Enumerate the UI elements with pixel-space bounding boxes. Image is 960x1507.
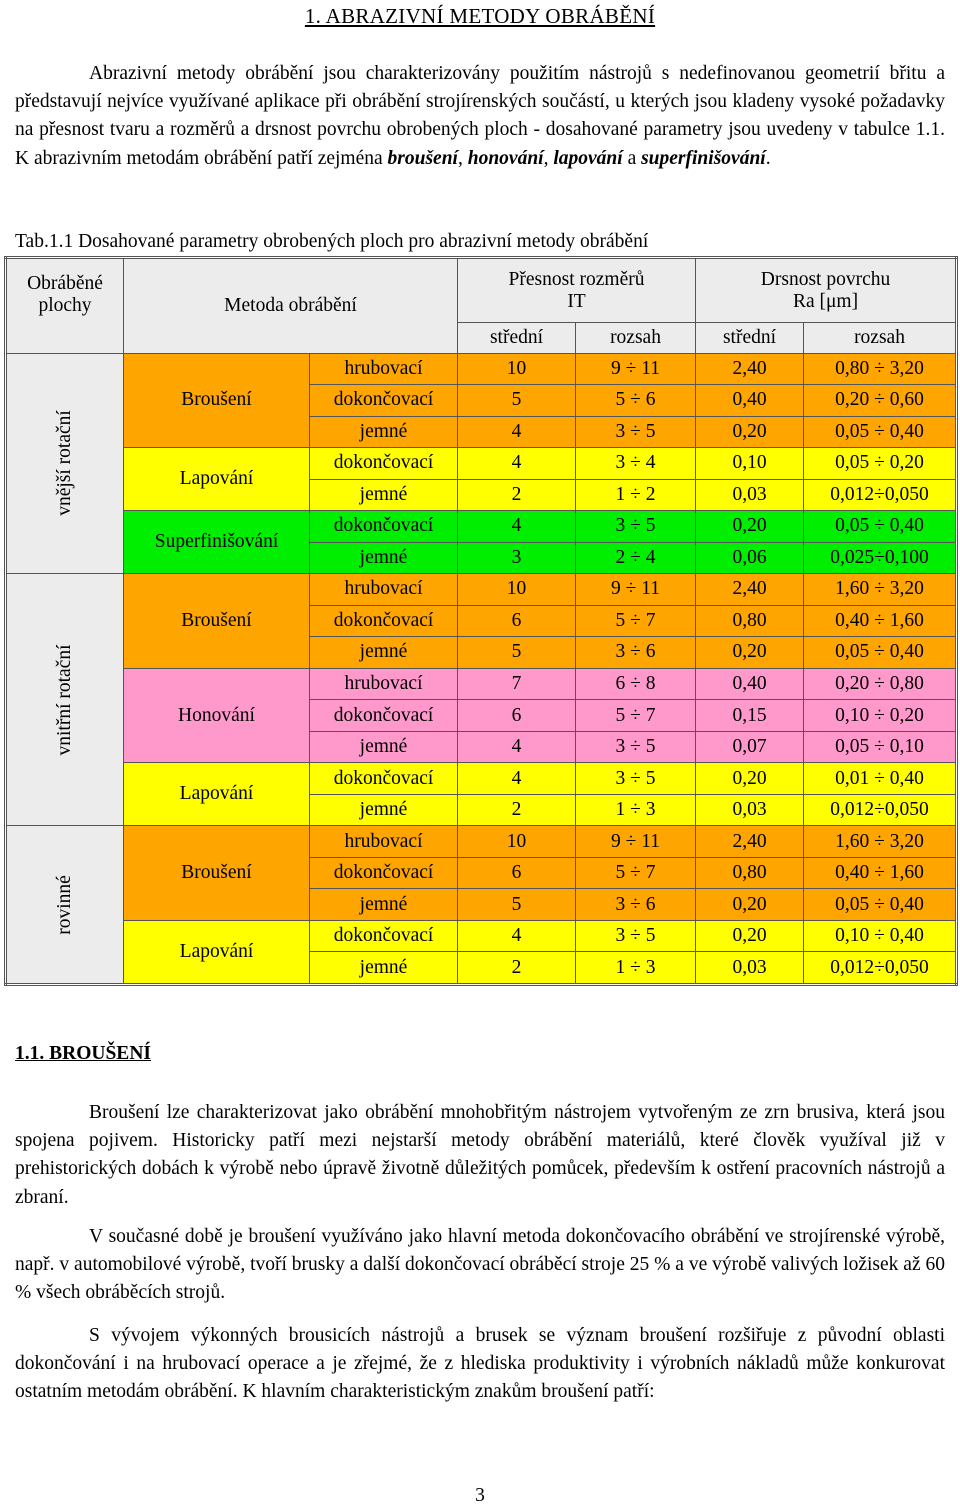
it-range: 1 ÷ 3 [576, 794, 696, 826]
method-cell: Broušení [124, 574, 310, 669]
method-cell: Lapování [124, 763, 310, 826]
method-cell: Honování [124, 668, 310, 763]
header-range: rozsah [804, 323, 957, 353]
paragraph-1 [15, 1099, 945, 1212]
ra-range: 0,05 ÷ 0,20 [804, 448, 957, 480]
it-mean: 5 [458, 385, 576, 417]
operation-cell: jemné [310, 794, 458, 826]
ra-range: 0,01 ÷ 0,40 [804, 763, 957, 795]
ra-range: 0,20 ÷ 0,60 [804, 385, 957, 417]
it-mean: 5 [458, 637, 576, 669]
it-mean: 4 [458, 763, 576, 795]
method-superfinishing: superfinišování [641, 147, 766, 169]
it-range: 5 ÷ 7 [576, 700, 696, 732]
intro-separator: , [457, 147, 468, 169]
ra-range: 0,10 ÷ 0,40 [804, 920, 957, 952]
ra-range: 0,05 ÷ 0,40 [804, 511, 957, 543]
it-mean: 6 [458, 700, 576, 732]
ra-mean: 0,20 [696, 511, 804, 543]
header-precision-label: Přesnost rozměrů [508, 268, 645, 290]
operation-cell: dokončovací [310, 920, 458, 952]
it-range: 3 ÷ 6 [576, 637, 696, 669]
header-roughness [696, 258, 957, 323]
paragraph-2-text: V současné době je broušení využíváno jako hlavní metoda dokončovacího obrábění ve strojírenské výrobě, např. v automobilové výrobě, tvoří brusky a další dokončovací obráběcí stroje 25 % a ve výrobě valivých ložisek až 60 % všech obráběcích strojů. [15, 1226, 945, 1304]
operation-cell: jemné [310, 952, 458, 985]
ra-mean: 0,80 [696, 605, 804, 637]
it-mean: 6 [458, 605, 576, 637]
method-grinding: broušení [387, 147, 458, 169]
surface-outer [6, 353, 124, 574]
paragraph-1-text: Broušení lze charakterizovat jako obrábění mnohobřitým nástrojem vytvořeným ze zrn brusiva, která jsou spojena pojivem. Historicky patří mezi nejstarší metody obrábění materiálů, které člověk využíval již v prehistorických dobách k výrobě nebo úpravě životně důležitých pomůcek, především k ostření pracovních nástrojů a zbraní. [15, 1102, 945, 1208]
ra-mean: 0,20 [696, 416, 804, 448]
it-range: 9 ÷ 11 [576, 574, 696, 606]
ra-range: 0,025÷0,100 [804, 542, 957, 574]
it-range: 3 ÷ 5 [576, 416, 696, 448]
it-range: 3 ÷ 5 [576, 511, 696, 543]
surface-outer-label: vnější rotační [54, 410, 75, 517]
operation-cell: hrubovací [310, 668, 458, 700]
ra-range: 0,05 ÷ 0,10 [804, 731, 957, 763]
it-mean: 4 [458, 920, 576, 952]
ra-mean: 0,80 [696, 857, 804, 889]
it-range: 6 ÷ 8 [576, 668, 696, 700]
it-range: 3 ÷ 5 [576, 763, 696, 795]
ra-mean: 0,15 [696, 700, 804, 732]
method-cell: Lapování [124, 448, 310, 511]
operation-cell: dokončovací [310, 448, 458, 480]
header-roughness-unit: Ra [μm] [792, 290, 859, 312]
intro-separator: a [622, 147, 642, 169]
ra-mean: 2,40 [696, 574, 804, 606]
method-cell: Superfinišování [124, 511, 310, 574]
surface-flat [6, 826, 124, 985]
header-mean: střední [696, 323, 804, 353]
page-number: 3 [475, 1485, 485, 1506]
it-range: 1 ÷ 3 [576, 952, 696, 985]
header-precision [458, 258, 696, 323]
paragraph-3-text: S vývojem výkonných brousicích nástrojů a brusek se význam broušení rozšiřuje z původní oblasti dokončování i na hrubovací operace a je zřejmé, že z hlediska produktivity i výrobních nákladů může konkurovat ostatním metodám obrábění. K hlavním charakteristickým znakům broušení patří: [15, 1325, 945, 1403]
ra-mean: 0,20 [696, 889, 804, 921]
it-mean: 3 [458, 542, 576, 574]
ra-mean: 0,40 [696, 668, 804, 700]
it-range: 5 ÷ 7 [576, 605, 696, 637]
it-range: 9 ÷ 11 [576, 353, 696, 385]
ra-mean: 0,10 [696, 448, 804, 480]
ra-range: 0,012÷0,050 [804, 952, 957, 985]
it-range: 1 ÷ 2 [576, 479, 696, 511]
it-mean: 10 [458, 826, 576, 858]
it-mean: 4 [458, 731, 576, 763]
operation-cell: jemné [310, 637, 458, 669]
ra-range: 0,05 ÷ 0,40 [804, 416, 957, 448]
it-mean: 2 [458, 479, 576, 511]
it-range: 3 ÷ 5 [576, 731, 696, 763]
ra-mean: 0,03 [696, 952, 804, 985]
it-range: 5 ÷ 6 [576, 385, 696, 417]
operation-cell: jemné [310, 731, 458, 763]
ra-mean: 0,20 [696, 637, 804, 669]
ra-range: 0,012÷0,050 [804, 479, 957, 511]
operation-cell: hrubovací [310, 826, 458, 858]
intro-end: . [765, 147, 771, 169]
ra-range: 1,60 ÷ 3,20 [804, 826, 957, 858]
method-cell: Lapování [124, 920, 310, 984]
ra-range: 0,10 ÷ 0,20 [804, 700, 957, 732]
ra-mean: 0,20 [696, 920, 804, 952]
surface-flat-label: rovinné [54, 874, 75, 935]
it-mean: 10 [458, 574, 576, 606]
ra-mean: 2,40 [696, 826, 804, 858]
header-roughness-label: Drsnost povrchu [760, 268, 891, 290]
it-mean: 2 [458, 794, 576, 826]
operation-cell: dokončovací [310, 605, 458, 637]
paragraph-3 [15, 1322, 945, 1407]
surface-inner-label: vnitřní rotační [54, 644, 75, 756]
it-range: 3 ÷ 4 [576, 448, 696, 480]
ra-range: 0,40 ÷ 1,60 [804, 857, 957, 889]
operation-cell: jemné [310, 542, 458, 574]
operation-cell: jemné [310, 416, 458, 448]
intro-separator: , [543, 147, 554, 169]
header-precision-unit: IT [567, 290, 586, 312]
ra-range: 0,20 ÷ 0,80 [804, 668, 957, 700]
ra-range: 1,60 ÷ 3,20 [804, 574, 957, 606]
surface-inner [6, 574, 124, 826]
header-range: rozsah [576, 323, 696, 353]
parameters-table [4, 256, 958, 986]
it-mean: 7 [458, 668, 576, 700]
ra-range: 0,05 ÷ 0,40 [804, 889, 957, 921]
operation-cell: hrubovací [310, 353, 458, 385]
ra-mean: 0,06 [696, 542, 804, 574]
it-mean: 10 [458, 353, 576, 385]
table-caption: Tab.1.1 Dosahované parametry obrobených ploch pro abrazivní metody obrábění [15, 231, 649, 252]
header-method: Metoda obrábění [124, 258, 458, 354]
ra-mean: 0,03 [696, 479, 804, 511]
ra-mean: 0,07 [696, 731, 804, 763]
ra-range: 0,40 ÷ 1,60 [804, 605, 957, 637]
intro-text: Abrazivní metody obrábění jsou charakterizovány použitím nástrojů s nedefinovanou geometrií břitu a představují nejvíce využívané aplikace při obrábění strojírenských součástí, u kterých jsou kladeny vysoké požadavky na přesnost tvaru a rozměrů a drsnost povrchu obrobených ploch - dosahované parametry jsou uvedeny v tabulce 1.1. K abrazivním metodám obrábění patří zejména [15, 63, 945, 169]
intro-paragraph [15, 60, 945, 173]
operation-cell: hrubovací [310, 574, 458, 606]
ra-mean: 2,40 [696, 353, 804, 385]
operation-cell: dokončovací [310, 385, 458, 417]
method-lapping: lapování [553, 147, 623, 169]
header-surface: Obráběné plochy [6, 258, 124, 354]
operation-cell: dokončovací [310, 511, 458, 543]
ra-mean: 0,03 [696, 794, 804, 826]
method-honing: honování [467, 147, 544, 169]
it-mean: 5 [458, 889, 576, 921]
it-range: 9 ÷ 11 [576, 826, 696, 858]
it-range: 3 ÷ 5 [576, 920, 696, 952]
method-cell: Broušení [124, 826, 310, 921]
it-mean: 4 [458, 448, 576, 480]
it-mean: 4 [458, 511, 576, 543]
it-mean: 2 [458, 952, 576, 985]
ra-range: 0,012÷0,050 [804, 794, 957, 826]
it-mean: 6 [458, 857, 576, 889]
operation-cell: jemné [310, 889, 458, 921]
header-mean: střední [458, 323, 576, 353]
it-range: 2 ÷ 4 [576, 542, 696, 574]
ra-mean: 0,20 [696, 763, 804, 795]
operation-cell: dokončovací [310, 857, 458, 889]
it-mean: 4 [458, 416, 576, 448]
operation-cell: dokončovací [310, 700, 458, 732]
section-heading: 1.1. BROUŠENÍ [15, 1043, 151, 1064]
ra-range: 0,05 ÷ 0,40 [804, 637, 957, 669]
method-cell: Broušení [124, 353, 310, 448]
operation-cell: dokončovací [310, 763, 458, 795]
it-range: 3 ÷ 6 [576, 889, 696, 921]
paragraph-2 [15, 1223, 945, 1308]
operation-cell: jemné [310, 479, 458, 511]
it-range: 5 ÷ 7 [576, 857, 696, 889]
ra-mean: 0,40 [696, 385, 804, 417]
page-title: 1. ABRAZIVNÍ METODY OBRÁBĚNÍ [304, 4, 656, 28]
ra-range: 0,80 ÷ 3,20 [804, 353, 957, 385]
